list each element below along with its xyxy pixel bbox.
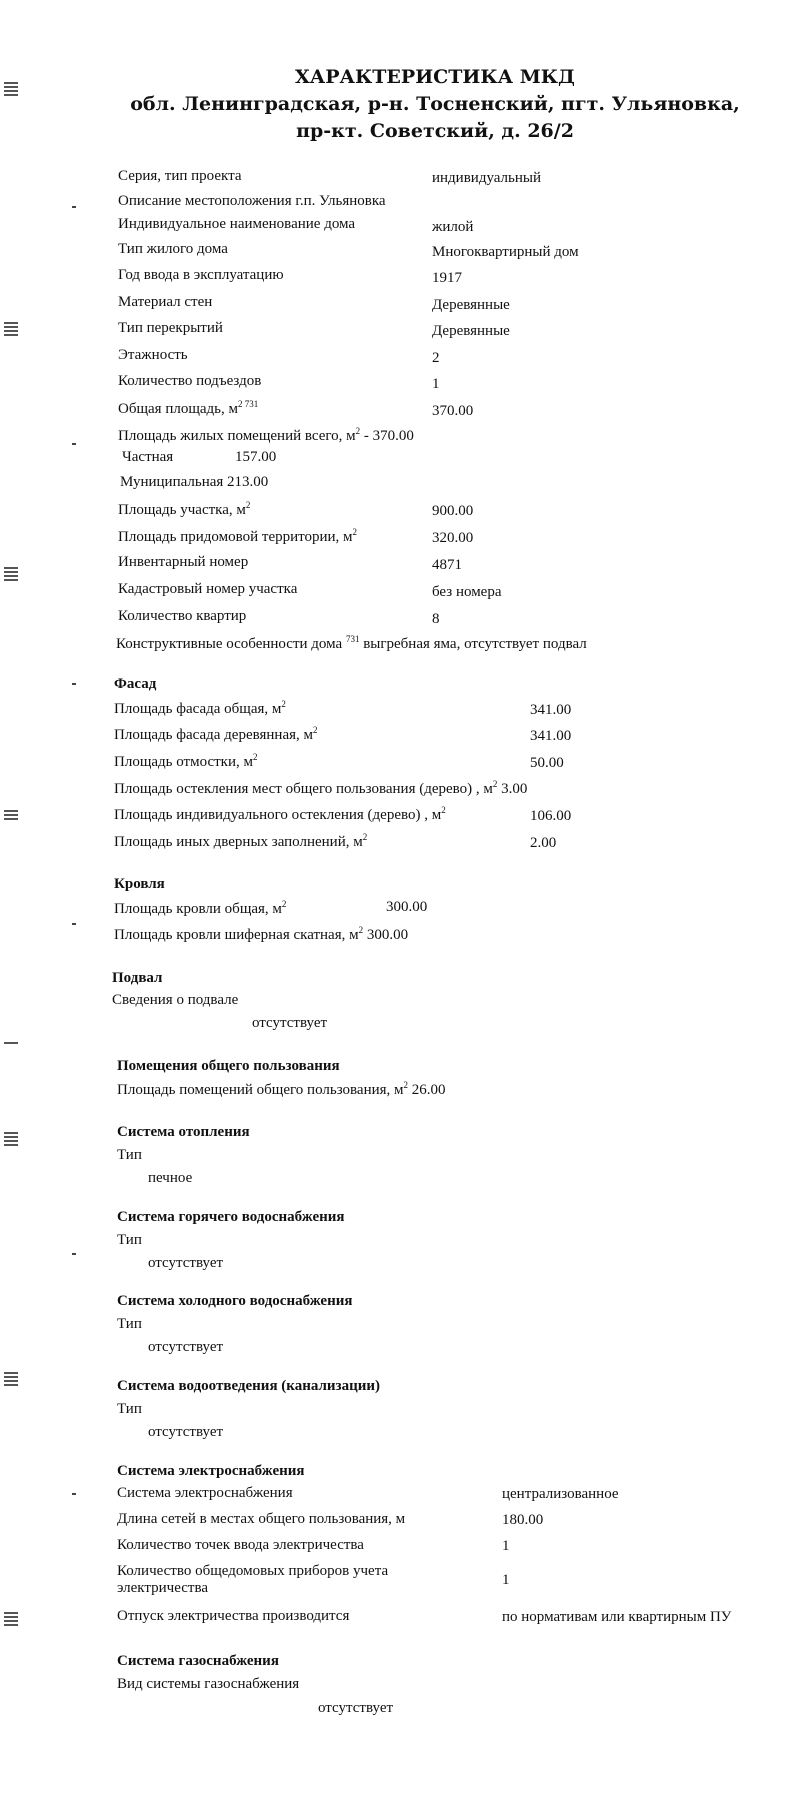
electricity-row-4-label: Отпуск электричества производится: [117, 1608, 350, 1624]
facade-row-sup: 2: [441, 805, 446, 815]
facade-row-label: Площадь отмостки, м: [114, 754, 253, 770]
roof-row-label: Площадь кровли шиферная скатная, м: [114, 927, 359, 943]
facade-row-5-value: 2.00: [530, 835, 557, 851]
common-value: 26.00: [408, 1082, 446, 1098]
scan-speck: [72, 443, 76, 445]
address-line-2: пр-кт. Советский, д. 26/2: [296, 120, 574, 142]
electricity-row-2-value: 1: [502, 1538, 510, 1554]
municipal-label: Муниципальная 213.00: [120, 474, 269, 490]
facade-row-sup: 2: [362, 832, 368, 842]
entrances-value: 1: [432, 376, 440, 392]
electricity-row-3-value: 1: [502, 1572, 510, 1588]
common-sup: 2: [403, 1080, 409, 1090]
electricity-row-1-value: 180.00: [502, 1512, 544, 1528]
facade-title: Фасад: [114, 676, 157, 692]
plot-area-label: [118, 500, 250, 519]
heating-value: печное: [148, 1170, 193, 1186]
gas-value: отсутствует: [318, 1700, 394, 1716]
sewage-title: Система водоотведения (канализации): [117, 1378, 380, 1394]
hot-water-title: Система горячего водоснабжения: [117, 1209, 345, 1225]
facade-row-label: Площадь фасада общая, м: [114, 701, 282, 717]
scan-speck: [72, 683, 76, 685]
basement-value: отсутствует: [252, 1015, 328, 1031]
plot-area-sup: 2: [245, 500, 251, 510]
inventory-label: Инвентарный номер: [118, 554, 249, 570]
scan-edge-mark: [4, 1040, 18, 1046]
adjacent-area-value: 320.00: [432, 530, 474, 546]
facade-row-label: Площадь фасада деревянная, м: [114, 727, 313, 743]
gas-label: Вид системы газоснабжения: [117, 1676, 300, 1692]
roof-row-0-value: 300.00: [386, 899, 428, 915]
plot-area-value: 900.00: [432, 503, 474, 519]
features-sup: 731: [345, 634, 360, 644]
series-value: индивидуальный: [432, 170, 542, 186]
cadastral-value: без номера: [432, 584, 502, 600]
facade-row-4-value: 106.00: [530, 808, 572, 824]
electricity-row-3-label-cont: электричества: [117, 1580, 208, 1596]
electricity-row-3-label: Количество общедомовых приборов учета: [117, 1563, 389, 1579]
facade-row-4-label: [114, 805, 446, 824]
electricity-row-2-label: Количество точек ввода электричества: [117, 1537, 364, 1553]
hot-water-value: отсутствует: [148, 1255, 224, 1271]
scan-speck: [72, 1253, 76, 1255]
year-label: Год ввода в эксплуатацию: [118, 267, 284, 283]
basement-label: Сведения о подвале: [112, 992, 239, 1008]
facade-row-sup: 2: [492, 779, 498, 789]
scan-edge-mark: [4, 1370, 18, 1388]
scan-edge-mark: [4, 320, 18, 338]
adjacent-area-sup: 2: [352, 527, 358, 537]
facade-row-5-label: [114, 832, 367, 851]
location-label: Описание местоположения г.п. Ульяновка: [118, 193, 386, 209]
plot-area-label-text: Площадь участка, м: [118, 502, 246, 518]
heating-title: Система отопления: [117, 1124, 250, 1140]
private-label: Частная: [122, 449, 174, 465]
common-label: Площадь помещений общего пользования, м: [117, 1082, 404, 1098]
features-label: Конструктивные особенности дома: [116, 636, 343, 652]
document-title: ХАРАКТЕРИСТИКА МКД: [295, 66, 575, 88]
facade-row-label: Площадь индивидуального остекления (дерево) , м: [114, 807, 442, 823]
apartments-label: Количество квартир: [118, 608, 247, 624]
facade-row-1-label: [114, 725, 318, 744]
total-area-label-text: Общая площадь, м: [118, 401, 239, 417]
common-row: [117, 1080, 446, 1099]
roof-row-1: [114, 925, 408, 944]
total-area-label: [118, 399, 258, 418]
gas-title: Система газоснабжения: [117, 1653, 279, 1669]
facade-row-0-value: 341.00: [530, 702, 572, 718]
cadastral-label: Кадастровый номер участка: [118, 581, 298, 597]
facade-row-0-label: [114, 699, 286, 718]
entrances-label: Количество подъездов: [118, 373, 262, 389]
cold-water-label: Тип: [117, 1316, 142, 1332]
electricity-row-0-value: централизованное: [502, 1486, 619, 1502]
cold-water-value: отсутствует: [148, 1339, 224, 1355]
facade-row-sup: 2: [253, 752, 258, 762]
total-area-sup: 2 731: [238, 399, 259, 409]
scan-speck: [72, 206, 76, 208]
features-value: выгребная яма, отсутствует подвал: [359, 636, 587, 652]
electricity-row-0-label: Система электроснабжения: [117, 1485, 293, 1501]
adjacent-area-label-text: Площадь придомовой территории, м: [118, 529, 353, 545]
living-area-value: - 370.00: [360, 428, 414, 444]
name-label: Индивидуальное наименование дома: [118, 216, 356, 232]
basement-title: Подвал: [112, 970, 163, 986]
total-area-value: 370.00: [432, 403, 474, 419]
common-title: Помещения общего пользования: [117, 1058, 340, 1074]
storeys-label: Этажность: [118, 347, 188, 363]
house-type-label: Тип жилого дома: [118, 241, 228, 257]
facade-row-label: Площадь иных дверных заполнений, м: [114, 834, 363, 850]
house-type-value: Многоквартирный дом: [432, 244, 579, 260]
scan-speck: [72, 1493, 76, 1495]
series-label: Серия, тип проекта: [118, 168, 242, 184]
living-area-sup: 2: [355, 426, 361, 436]
facade-row-2-label: [114, 752, 258, 771]
name-value: жилой: [432, 219, 474, 235]
address-line-1: обл. Ленинградская, р-н. Тосненский, пгт. Ульяновка,: [130, 93, 740, 115]
electricity-row-4-value: по нормативам или квартирным ПУ: [502, 1609, 732, 1625]
roof-title: Кровля: [114, 876, 165, 892]
cold-water-title: Система холодного водоснабжения: [117, 1293, 353, 1309]
living-area-row: [118, 426, 414, 445]
living-area-label: Площадь жилых помещений всего, м: [118, 428, 356, 444]
scan-speck: [72, 923, 76, 925]
private-value: 157.00: [235, 449, 277, 465]
facade-row-1-value: 341.00: [530, 728, 572, 744]
inventory-value: 4871: [432, 557, 462, 573]
facade-row-2-value: 50.00: [530, 755, 564, 771]
hot-water-label: Тип: [117, 1232, 142, 1248]
floors-type-value: Деревянные: [432, 323, 510, 339]
sewage-value: отсутствует: [148, 1424, 224, 1440]
scan-edge-mark: [4, 808, 18, 822]
apartments-value: 8: [432, 611, 440, 627]
scan-edge-mark: [4, 565, 18, 583]
storeys-value: 2: [432, 350, 440, 366]
facade-row-3: [114, 779, 527, 798]
facade-row-value: 3.00: [497, 781, 528, 797]
year-value: 1917: [432, 270, 462, 286]
adjacent-area-label: [118, 527, 357, 546]
heating-label: Тип: [117, 1147, 142, 1163]
walls-label: Материал стен: [118, 294, 213, 310]
floors-type-label: Тип перекрытий: [118, 320, 223, 336]
facade-row-sup: 2: [313, 725, 318, 735]
walls-value: Деревянные: [432, 297, 510, 313]
roof-row-sup: 2: [281, 899, 287, 909]
roof-row-0-label: [114, 899, 286, 918]
features-row: [116, 634, 587, 653]
facade-row-sup: 2: [281, 699, 286, 709]
roof-row-value: 300.00: [363, 927, 409, 943]
electricity-row-1-label: Длина сетей в местах общего пользования, м: [117, 1511, 406, 1527]
facade-row-label: Площадь остекления мест общего пользования (дерево) , м: [114, 781, 493, 797]
scan-edge-mark: [4, 80, 18, 98]
scan-edge-mark: [4, 1610, 18, 1628]
roof-row-sup: 2: [358, 925, 364, 935]
roof-row-label: Площадь кровли общая, м: [114, 901, 282, 917]
scan-edge-mark: [4, 1130, 18, 1148]
sewage-label: Тип: [117, 1401, 142, 1417]
electricity-title: Система электроснабжения: [117, 1463, 305, 1479]
